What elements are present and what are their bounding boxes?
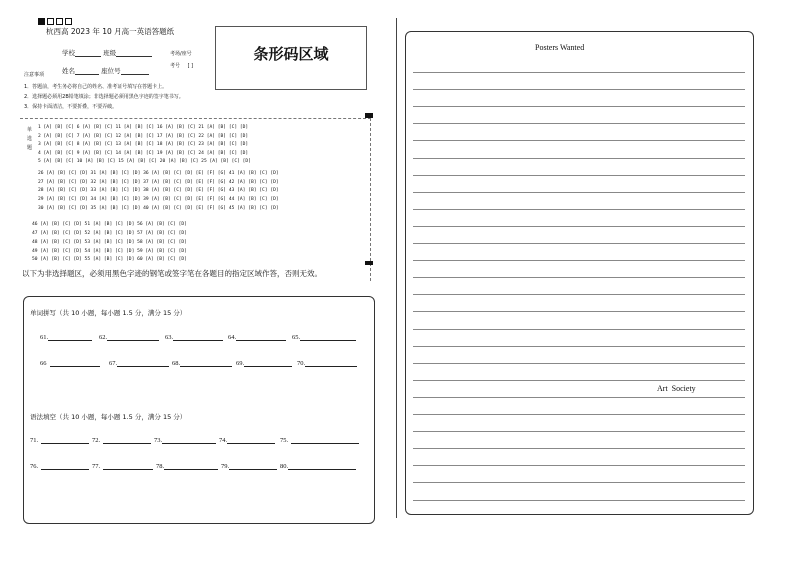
item-number: 73.	[154, 437, 163, 444]
mc-row[interactable]: 26 [A] [B] [C] [D] 31 [A] [B] [C] [D] 36 [A] [B] [C] [D] [E] [F] [G] 41 [A] [B] [C] [D]	[38, 171, 279, 176]
writing-ruled-line	[413, 123, 745, 124]
mc-row[interactable]: 3 [A] [B] [C] 8 [A] [B] [C] 13 [A] [B] [C] 18 [A] [B] [C] 23 [A] [B] [C] [D]	[38, 142, 249, 147]
writing-ruled-line	[413, 277, 745, 278]
answer-blank-65[interactable]	[292, 334, 356, 341]
notes-heading: 注意事项	[24, 72, 45, 78]
mc-row[interactable]: 2 [A] [B] [C] 7 [A] [B] [C] 12 [A] [B] [C] 17 [A] [B] [C] 22 [A] [B] [C] [D]	[38, 134, 249, 139]
writing-ruled-line	[413, 175, 745, 176]
mc-row[interactable]: 49 [A] [B] [C] [D] 54 [A] [B] [C] [D] 59 [A] [B] [C] [D]	[32, 249, 187, 254]
item-number: 77.	[92, 463, 101, 470]
answer-blank-69[interactable]	[236, 360, 292, 367]
writing-ruled-line	[413, 363, 745, 364]
answer-blank-73[interactable]	[154, 437, 216, 444]
square-icon	[65, 18, 72, 25]
writing-ruled-line	[413, 106, 745, 107]
mc-row[interactable]: 28 [A] [B] [C] [D] 33 [A] [B] [C] [D] 38 [A] [B] [C] [D] [E] [F] [G] 43 [A] [B] [C] [D]	[38, 188, 279, 193]
writing-ruled-line	[413, 89, 745, 90]
item-number: 61.	[40, 334, 49, 341]
square-icon	[47, 18, 54, 25]
name-label: 姓名	[62, 67, 75, 75]
school-field	[62, 48, 152, 57]
answer-blank-76[interactable]	[30, 463, 89, 470]
note-line: 1．答题前，考生务必将自己的姓名、准考证号填写在答题卡上。	[24, 84, 168, 90]
note-line: 3．保持卡面清洁，不要折叠，不要弄破。	[24, 104, 118, 110]
writing-ruled-line	[413, 465, 745, 466]
mc-row[interactable]: 47 [A] [B] [C] [D] 52 [A] [B] [C] [D] 57 [A] [B] [C] [D]	[32, 231, 187, 236]
marker-square	[365, 113, 373, 118]
writing-ruled-line	[413, 448, 745, 449]
barcode-area	[215, 26, 367, 90]
writing-ruled-line	[413, 294, 745, 295]
item-number: 70.	[297, 360, 306, 367]
mc-side-label: 单选题	[27, 127, 33, 151]
marker-square	[365, 261, 373, 265]
mc-row[interactable]: 30 [A] [B] [C] [D] 35 [A] [B] [C] [D] 40 [A] [B] [C] [D] [E] [F] [G] 45 [A] [B] [C] [D]	[38, 206, 279, 211]
fill-in-answer-box	[23, 296, 375, 524]
name-field	[62, 66, 149, 75]
center-divider	[396, 18, 397, 518]
item-number: 64.	[228, 334, 237, 341]
answer-blank-64[interactable]	[228, 334, 286, 341]
item-number: 74.	[219, 437, 228, 444]
answer-blank-71[interactable]	[30, 437, 89, 444]
answer-blank-74[interactable]	[219, 437, 275, 444]
writing-answer-box	[405, 31, 754, 515]
mc-row[interactable]: 46 [A] [B] [C] [D] 51 [A] [B] [C] [D] 56 [A] [B] [C] [D]	[32, 222, 187, 227]
writing-ruled-line	[413, 431, 745, 432]
writing-ruled-line	[413, 192, 745, 193]
item-number: 67.	[109, 360, 118, 367]
square-icon	[56, 18, 63, 25]
writing-ruled-line	[413, 209, 745, 210]
answer-blank-79[interactable]	[221, 463, 277, 470]
answer-blank-61[interactable]	[40, 334, 92, 341]
writing-ruled-line	[413, 482, 745, 483]
writing-signature: Art Society	[657, 384, 696, 393]
filled-square-icon	[38, 18, 45, 25]
answer-blank-72[interactable]	[92, 437, 151, 444]
writing-ruled-line	[413, 329, 745, 330]
item-number: 79.	[221, 463, 230, 470]
item-number: 78.	[156, 463, 165, 470]
item-number: 71.	[30, 437, 39, 444]
answer-blank-78[interactable]	[156, 463, 218, 470]
mc-row[interactable]: 48 [A] [B] [C] [D] 53 [A] [B] [C] [D] 58 [A] [B] [C] [D]	[32, 240, 187, 245]
grammar-fill-heading: 语法填空（共 10 小题，每小题 1.5 分，满分 15 分）	[30, 413, 187, 421]
mc-row[interactable]: 5 [A] [B] [C] 10 [A] [B] [C] 15 [A] [B] [C] 20 [A] [B] [C] 25 [A] [B] [C] [D]	[38, 159, 251, 164]
school-label: 学校	[62, 49, 75, 57]
exam-number-value: [ ]	[187, 63, 194, 69]
item-number: 62.	[99, 334, 108, 341]
word-spelling-heading: 单词拼写（共 10 小题，每小题 1.5 分，满分 15 分）	[30, 309, 187, 317]
writing-ruled-line	[413, 346, 745, 347]
class-label: 班级	[103, 49, 117, 57]
seat-label: 座位号	[101, 67, 121, 75]
non-choice-notice: 以下为非选择题区，必须用黑色字迹的钢笔或签字笔在各题目的指定区域作答，否则无效。	[22, 269, 322, 278]
exam-number-field	[170, 63, 193, 69]
answer-blank-70[interactable]	[297, 360, 357, 367]
item-number: 65.	[292, 334, 301, 341]
item-number: 69.	[236, 360, 245, 367]
writing-ruled-line	[413, 140, 745, 141]
answer-blank-75[interactable]	[280, 437, 359, 444]
answer-blank-66[interactable]	[40, 360, 100, 367]
item-number: 63.	[165, 334, 174, 341]
answer-blank-68[interactable]	[172, 360, 232, 367]
mc-row[interactable]: 50 [A] [B] [C] [D] 55 [A] [B] [C] [D] 60 [A] [B] [C] [D]	[32, 257, 187, 262]
answer-blank-62[interactable]	[99, 334, 159, 341]
writing-ruled-line	[413, 397, 745, 398]
mc-row[interactable]: 29 [A] [B] [C] [D] 34 [A] [B] [C] [D] 39 [A] [B] [C] [D] [E] [F] [G] 44 [A] [B] [C] [D]	[38, 197, 279, 202]
item-number: 68.	[172, 360, 181, 367]
note-line: 2．选择题必须用2B铅笔填涂；非选择题必须用黑色字迹的签字笔书写。	[24, 94, 184, 100]
writing-ruled-line	[413, 414, 745, 415]
writing-ruled-line	[413, 226, 745, 227]
item-number: 75.	[280, 437, 289, 444]
answer-blank-80[interactable]	[280, 463, 356, 470]
item-number: 72.	[92, 437, 101, 444]
item-number: 80.	[280, 463, 289, 470]
mc-row[interactable]: 4 [A] [B] [C] 9 [A] [B] [C] 14 [A] [B] [C] 19 [A] [B] [C] 24 [A] [B] [C] [D]	[38, 151, 249, 156]
answer-blank-63[interactable]	[165, 334, 223, 341]
writing-ruled-line	[413, 500, 745, 501]
item-number: 76.	[30, 463, 39, 470]
mc-row[interactable]: 27 [A] [B] [C] [D] 32 [A] [B] [C] [D] 37 [A] [B] [C] [D] [E] [F] [G] 42 [A] [B] [C] [D]	[38, 180, 279, 185]
writing-ruled-line	[413, 72, 745, 73]
answer-blank-77[interactable]	[92, 463, 153, 470]
answer-blank-67[interactable]	[109, 360, 169, 367]
mc-row[interactable]: 1 [A] [B] [C] 6 [A] [B] [C] 11 [A] [B] [C] 16 [A] [B] [C] 21 [A] [B] [C] [D]	[38, 125, 249, 130]
exam-label: 考场/座号	[170, 51, 192, 57]
writing-ruled-line	[413, 158, 745, 159]
writing-ruled-line	[413, 243, 745, 244]
page-title: 杭西高 2023 年 10 月高一英语答题纸	[46, 27, 175, 36]
exam-number-label: 考号	[170, 63, 181, 69]
item-number: 66	[40, 360, 47, 367]
writing-ruled-line	[413, 260, 745, 261]
writing-title: Posters Wanted	[535, 43, 585, 52]
writing-ruled-line	[413, 311, 745, 312]
writing-ruled-line	[413, 380, 745, 381]
barcode-label: 条形码区域	[253, 45, 329, 63]
